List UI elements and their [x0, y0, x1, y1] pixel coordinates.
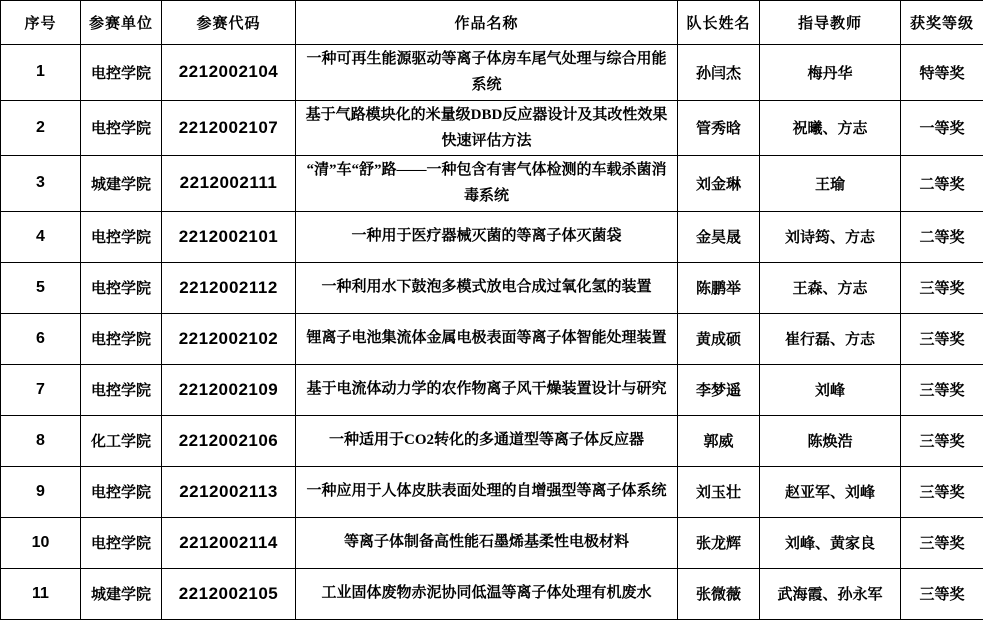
cell-entry-code: 2212002111: [162, 156, 296, 212]
table-row: [1, 156, 983, 212]
cell-award-level: 二等奖: [901, 211, 983, 262]
cell-participating-unit: 化工学院: [81, 415, 162, 466]
cell-advisors: 刘诗筠、方志: [760, 211, 901, 262]
cell-captain-name: 黄成硕: [678, 313, 760, 364]
cell-captain-name: 李梦遥: [678, 364, 760, 415]
cell-entry-code: 2212002113: [162, 466, 296, 517]
cell-advisors: 陈焕浩: [760, 415, 901, 466]
cell-work-title: 一种应用于人体皮肤表面处理的自增强型等离子体系统: [296, 466, 678, 517]
cell-advisors: 崔行磊、方志: [760, 313, 901, 364]
cell-participating-unit: 电控学院: [81, 517, 162, 568]
cell-entry-code: 2212002104: [162, 45, 296, 101]
cell-serial-number: 3: [1, 156, 81, 212]
cell-participating-unit: 城建学院: [81, 568, 162, 619]
table-row: [1, 415, 983, 466]
cell-award-level: 三等奖: [901, 415, 983, 466]
table-row: [1, 211, 983, 262]
cell-work-title: 基于电流体动力学的农作物离子风干燥装置设计与研究: [296, 364, 678, 415]
table-header-row: [1, 1, 983, 45]
cell-participating-unit: 电控学院: [81, 100, 162, 156]
table-row: [1, 100, 983, 156]
cell-advisors: 刘峰: [760, 364, 901, 415]
header-award-level: 获奖等级: [901, 1, 983, 45]
cell-participating-unit: 电控学院: [81, 364, 162, 415]
cell-advisors: 王瑜: [760, 156, 901, 212]
cell-serial-number: 2: [1, 100, 81, 156]
cell-award-level: 二等奖: [901, 156, 983, 212]
cell-serial-number: 1: [1, 45, 81, 101]
cell-work-title: 锂离子电池集流体金属电极表面等离子体智能处理装置: [296, 313, 678, 364]
cell-captain-name: 张微薇: [678, 568, 760, 619]
cell-serial-number: 5: [1, 262, 81, 313]
header-work-title: 作品名称: [296, 1, 678, 45]
cell-entry-code: 2212002112: [162, 262, 296, 313]
cell-serial-number: 6: [1, 313, 81, 364]
cell-entry-code: 2212002107: [162, 100, 296, 156]
cell-captain-name: 金昊晟: [678, 211, 760, 262]
table-row: [1, 466, 983, 517]
cell-captain-name: 张龙辉: [678, 517, 760, 568]
cell-entry-code: 2212002109: [162, 364, 296, 415]
cell-entry-code: 2212002105: [162, 568, 296, 619]
table-row: [1, 364, 983, 415]
cell-participating-unit: 电控学院: [81, 211, 162, 262]
cell-captain-name: 陈鹏举: [678, 262, 760, 313]
cell-advisors: 赵亚军、刘峰: [760, 466, 901, 517]
cell-entry-code: 2212002114: [162, 517, 296, 568]
cell-advisors: 刘峰、黄家良: [760, 517, 901, 568]
cell-serial-number: 11: [1, 568, 81, 619]
cell-participating-unit: 电控学院: [81, 262, 162, 313]
table-body: [1, 45, 983, 620]
cell-serial-number: 10: [1, 517, 81, 568]
cell-captain-name: 管秀晗: [678, 100, 760, 156]
cell-entry-code: 2212002102: [162, 313, 296, 364]
cell-award-level: 三等奖: [901, 568, 983, 619]
cell-award-level: 三等奖: [901, 466, 983, 517]
table-row: [1, 517, 983, 568]
header-serial-number: 序号: [1, 1, 81, 45]
cell-advisors: 王森、方志: [760, 262, 901, 313]
header-entry-code: 参赛代码: [162, 1, 296, 45]
cell-work-title: “清”车“舒”路——一种包含有害气体检测的车载杀菌消毒系统: [296, 156, 678, 212]
cell-captain-name: 孙闫杰: [678, 45, 760, 101]
cell-participating-unit: 电控学院: [81, 466, 162, 517]
header-captain-name: 队长姓名: [678, 1, 760, 45]
cell-serial-number: 9: [1, 466, 81, 517]
cell-captain-name: 刘玉壮: [678, 466, 760, 517]
cell-serial-number: 4: [1, 211, 81, 262]
cell-participating-unit: 电控学院: [81, 45, 162, 101]
cell-work-title: 一种利用水下鼓泡多模式放电合成过氧化氢的装置: [296, 262, 678, 313]
table-row: [1, 313, 983, 364]
cell-work-title: 工业固体废物赤泥协同低温等离子体处理有机废水: [296, 568, 678, 619]
cell-award-level: 三等奖: [901, 517, 983, 568]
cell-entry-code: 2212002101: [162, 211, 296, 262]
cell-captain-name: 郭威: [678, 415, 760, 466]
cell-work-title: 一种适用于CO2转化的多通道型等离子体反应器: [296, 415, 678, 466]
table-row: [1, 262, 983, 313]
cell-captain-name: 刘金琳: [678, 156, 760, 212]
table-row: [1, 45, 983, 101]
cell-work-title: 一种用于医疗器械灭菌的等离子体灭菌袋: [296, 211, 678, 262]
cell-participating-unit: 城建学院: [81, 156, 162, 212]
cell-work-title: 基于气路模块化的米量级DBD反应器设计及其改性效果快速评估方法: [296, 100, 678, 156]
header-participating-unit: 参赛单位: [81, 1, 162, 45]
cell-award-level: 三等奖: [901, 313, 983, 364]
cell-serial-number: 7: [1, 364, 81, 415]
cell-entry-code: 2212002106: [162, 415, 296, 466]
header-advisors: 指导教师: [760, 1, 901, 45]
cell-award-level: 三等奖: [901, 364, 983, 415]
cell-work-title: 一种可再生能源驱动等离子体房车尾气处理与综合用能系统: [296, 45, 678, 101]
cell-advisors: 武海霞、孙永军: [760, 568, 901, 619]
cell-award-level: 一等奖: [901, 100, 983, 156]
cell-serial-number: 8: [1, 415, 81, 466]
cell-advisors: 梅丹华: [760, 45, 901, 101]
cell-participating-unit: 电控学院: [81, 313, 162, 364]
cell-award-level: 三等奖: [901, 262, 983, 313]
cell-work-title: 等离子体制备高性能石墨烯基柔性电极材料: [296, 517, 678, 568]
cell-advisors: 祝曦、方志: [760, 100, 901, 156]
cell-award-level: 特等奖: [901, 45, 983, 101]
table-row: [1, 568, 983, 619]
